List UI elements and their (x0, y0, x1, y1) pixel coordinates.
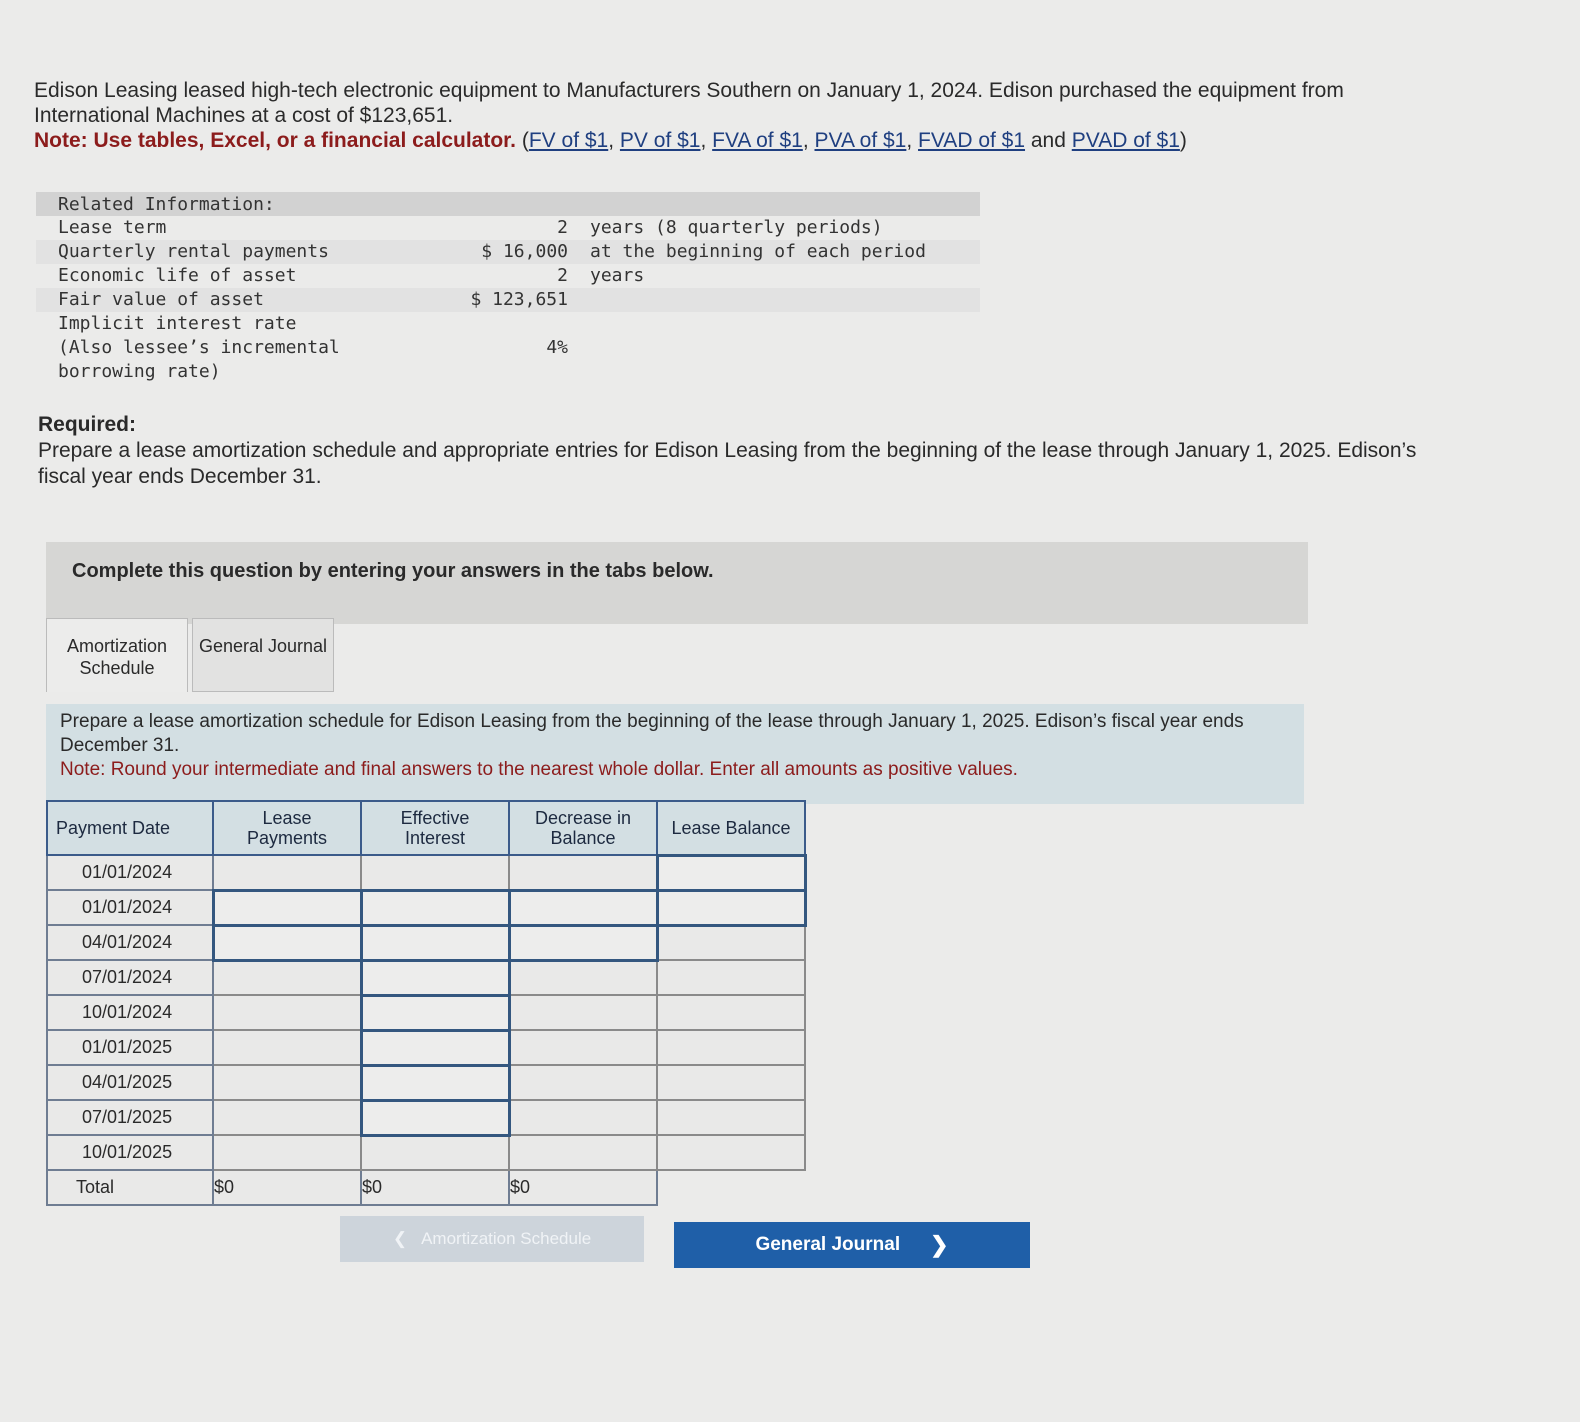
tab-bar (46, 618, 338, 692)
chevron-left-icon: ❮ (392, 1229, 408, 1248)
table-row (47, 1135, 805, 1170)
table-row (47, 1030, 805, 1065)
total-label: Total (47, 1170, 213, 1205)
effective-interest-input[interactable] (361, 1065, 509, 1100)
instructions-text: Prepare a lease amortization schedule for Edison Leasing from the beginning of the lease through January 1, 2025. Edison’s fiscal year ends December 31. (60, 711, 1244, 756)
info-row: Quarterly rental payments $ 16,000 at the beginning of each period (36, 240, 980, 264)
decrease-balance-cell (509, 855, 657, 890)
link-fvad[interactable]: FVAD of $1 (918, 129, 1026, 152)
required-text: Prepare a lease amortization schedule and appropriate entries for Edison Leasing from the beginning of the lease through January 1, 2025. Edison’s fiscal year ends December 31. (38, 439, 1417, 488)
lease-payment-cell (213, 960, 361, 995)
lease-balance-cell (657, 1030, 805, 1065)
instructions-note: Note: Round your intermediate and final answers to the nearest whole dollar. Enter all amounts as positive values. (60, 759, 1018, 780)
lease-balance-cell (657, 925, 805, 960)
problem-intro (34, 78, 1394, 153)
info-row: Fair value of asset $ 123,651 (36, 288, 980, 312)
col-payment-date: Payment Date (47, 801, 213, 855)
lease-balance-cell (657, 1135, 805, 1170)
total-effective-interest: $0 (361, 1170, 509, 1205)
payment-date: 10/01/2024 (47, 995, 213, 1030)
link-fv[interactable]: FV of $1 (528, 129, 609, 152)
lease-balance-cell (657, 995, 805, 1030)
note-label: Note: Use tables, Excel, or a financial calculator. (34, 129, 517, 152)
lease-payment-cell (213, 855, 361, 890)
prev-tab-button[interactable] (340, 1216, 644, 1262)
lease-payment-input[interactable] (213, 890, 361, 925)
tab-instructions (46, 704, 1304, 804)
payment-date: 04/01/2024 (47, 925, 213, 960)
related-info-table (36, 192, 980, 384)
total-decrease-balance: $0 (509, 1170, 657, 1205)
payment-date: 07/01/2024 (47, 960, 213, 995)
lease-payment-input[interactable] (213, 925, 361, 960)
intro-text: Edison Leasing leased high-tech electronic equipment to Manufacturers Southern on January 1, 2024. Edison purchased the equipment from International Machines at a cost of $123,651. (34, 79, 1344, 127)
lease-balance-input[interactable] (657, 890, 805, 925)
effective-interest-input[interactable] (361, 1100, 509, 1135)
decrease-balance-cell (509, 1100, 657, 1135)
lease-payment-cell (213, 995, 361, 1030)
payment-date: 01/01/2024 (47, 855, 213, 890)
payment-date: 01/01/2024 (47, 890, 213, 925)
payment-date: 01/01/2025 (47, 1030, 213, 1065)
effective-interest-cell (361, 1135, 509, 1170)
table-row (47, 1065, 805, 1100)
link-pva[interactable]: PVA of $1 (814, 129, 907, 152)
col-lease-balance: Lease Balance (657, 801, 805, 855)
info-row: Lease term 2 years (8 quarterly periods) (58, 217, 883, 238)
decrease-balance-cell (509, 1135, 657, 1170)
lease-balance-cell (657, 1065, 805, 1100)
total-row (47, 1170, 805, 1205)
empty-cell (657, 1170, 805, 1205)
payment-date: 04/01/2025 (47, 1065, 213, 1100)
prev-tab-label: Amortization Schedule (421, 1229, 592, 1248)
related-info-header: Related Information: (36, 192, 980, 216)
required-section (38, 412, 1438, 490)
table-row (47, 995, 805, 1030)
lease-balance-cell (657, 1100, 805, 1135)
decrease-balance-cell (509, 995, 657, 1030)
link-fva[interactable]: FVA of $1 (712, 129, 803, 152)
next-tab-label: General Journal (755, 1234, 901, 1255)
tab-general-journal[interactable]: General Journal (192, 618, 334, 692)
link-pv[interactable]: PV of $1 (619, 129, 701, 152)
table-row (47, 1100, 805, 1135)
col-decrease-in-balance: Decrease in Balance (509, 801, 657, 855)
lease-payment-cell (213, 1065, 361, 1100)
instructions-banner: Complete this question by entering your answers in the tabs below. (46, 542, 1308, 624)
lease-balance-cell (657, 960, 805, 995)
table-row (47, 855, 805, 890)
info-row: Implicit interest rate (Also lessee’s incremental borrowing rate) 4% (58, 313, 568, 382)
lease-balance-input[interactable] (657, 855, 805, 890)
note-line: Note: Use tables, Excel, or a financial calculator. (FV of $1, PV of $1, FVA of $1, PVA of $1, FVAD of $1 and PVAD of $1) (34, 129, 1187, 152)
chevron-right-icon: ❯ (930, 1232, 949, 1257)
effective-interest-cell (361, 855, 509, 890)
effective-interest-input[interactable] (361, 925, 509, 960)
effective-interest-input[interactable] (361, 960, 509, 995)
total-lease-payments: $0 (213, 1170, 361, 1205)
col-effective-interest: Effective Interest (361, 801, 509, 855)
col-lease-payments: Lease Payments (213, 801, 361, 855)
payment-date: 10/01/2025 (47, 1135, 213, 1170)
decrease-balance-cell (509, 960, 657, 995)
table-row (47, 960, 805, 995)
lease-payment-cell (213, 1100, 361, 1135)
required-heading: Required: (38, 413, 137, 436)
payment-date: 07/01/2025 (47, 1100, 213, 1135)
lease-payment-cell (213, 1030, 361, 1065)
next-tab-button[interactable] (674, 1222, 1030, 1268)
decrease-balance-cell (509, 1065, 657, 1100)
decrease-balance-cell (509, 1030, 657, 1065)
effective-interest-input[interactable] (361, 1030, 509, 1065)
effective-interest-input[interactable] (361, 890, 509, 925)
decrease-balance-input[interactable] (509, 925, 657, 960)
info-row: Economic life of asset 2 years (58, 265, 645, 286)
lease-payment-cell (213, 1135, 361, 1170)
decrease-balance-input[interactable] (509, 890, 657, 925)
effective-interest-input[interactable] (361, 995, 509, 1030)
link-pvad[interactable]: PVAD of $1 (1071, 129, 1180, 152)
table-row (47, 890, 805, 925)
tab-amortization-schedule[interactable]: Amortization Schedule (46, 618, 188, 692)
table-row (47, 925, 805, 960)
amortization-table (46, 800, 807, 1206)
